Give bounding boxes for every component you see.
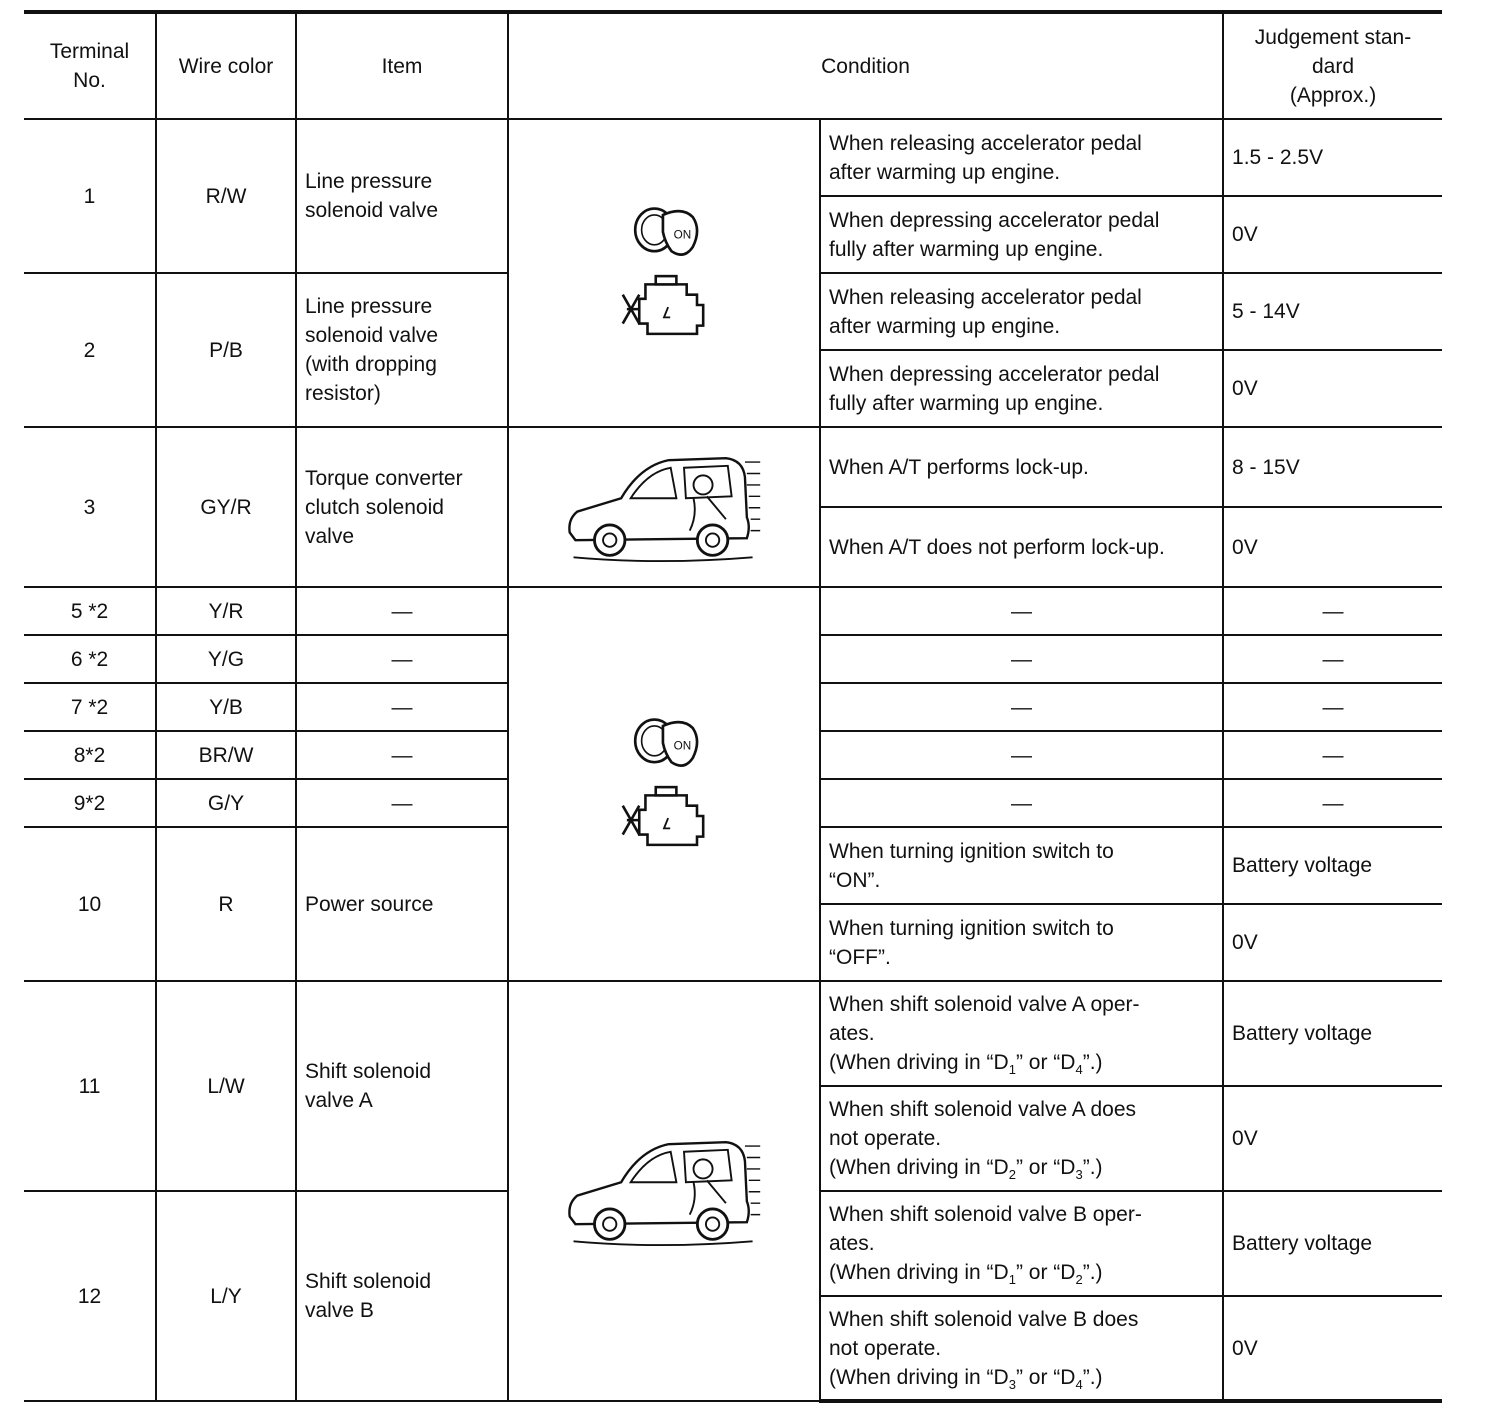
header-item: Item [296,12,508,119]
judgement-value: Battery voltage [1223,1191,1442,1296]
condition-text: When shift solenoid valve A oper- ates. (When driving in “$D_1$” or “$D_4$”.) [820,981,1223,1086]
judgement-value: 5 - 14V [1223,273,1442,350]
driving-range-note: (When driving in “$D_1$” or “$D_2$”.) [829,1261,1103,1288]
judgement-value: Battery voltage [1223,981,1442,1086]
wire-color: BR/W [156,731,296,779]
car-driving-icon [564,1117,764,1257]
judgement-value: 0V [1223,1296,1442,1401]
terminal-table [24,10,1442,1403]
condition-text: When A/T performs lock-up. [820,427,1223,507]
condition-text: When shift solenoid valve A does not operate. (When driving in “$D_2$” or “$D_3$”.) [820,1086,1223,1191]
wire-color: L/Y [156,1191,296,1401]
terminal-no: 12 [24,1191,156,1401]
item-name: Power source [296,827,508,981]
condition-text: — [820,635,1223,683]
judgement-value: — [1223,587,1442,635]
driving-range-note: (When driving in “$D_1$” or “$D_4$”.) [829,1051,1103,1078]
judgement-value: 0V [1223,507,1442,587]
terminal-no: 6 *2 [24,635,156,683]
item-name: Torque converter clutch solenoid valve [296,427,508,587]
condition-text: When depressing accelerator pedal fully after warming up engine. [820,350,1223,427]
engine-running-icon [616,783,712,849]
table-row [24,427,1442,507]
condition-text: — [820,779,1223,827]
condition-icons [508,587,820,981]
item-name: — [296,731,508,779]
wire-color: P/B [156,273,296,427]
header-terminal: Terminal No. [24,12,156,119]
condition-text: When shift solenoid valve B oper- ates. (When driving in “$D_1$” or “$D_2$”.) [820,1191,1223,1296]
judgement-value: — [1223,731,1442,779]
terminal-no: 11 [24,981,156,1191]
driving-range-note: (When driving in “$D_3$” or “$D_4$”.) [829,1365,1103,1392]
car-driving-icon [564,433,764,573]
item-name: Line pressure solenoid valve [296,119,508,273]
condition-text: — [820,683,1223,731]
item-name: Shift solenoid valve A [296,981,508,1191]
wire-color: R/W [156,119,296,273]
terminal-no: 2 [24,273,156,427]
terminal-no: 3 [24,427,156,587]
condition-text: — [820,587,1223,635]
judgement-value: 1.5 - 2.5V [1223,119,1442,196]
item-name: — [296,635,508,683]
condition-text: When turning ignition switch to “ON”. [820,827,1223,904]
wire-color: GY/R [156,427,296,587]
table-row [24,587,1442,635]
item-name: Shift solenoid valve B [296,1191,508,1401]
terminal-no: 7 *2 [24,683,156,731]
condition-text: When A/T does not perform lock-up. [820,507,1223,587]
wire-color: Y/R [156,587,296,635]
wire-color: Y/B [156,683,296,731]
terminal-no: 1 [24,119,156,273]
table-row [24,119,1442,196]
condition-text: When releasing accelerator pedal after warming up engine. [820,119,1223,196]
engine-running-icon [616,272,712,338]
judgement-value: 0V [1223,1086,1442,1191]
header-row [24,12,1442,119]
item-name: — [296,779,508,827]
wire-color: R [156,827,296,981]
judgement-value: 0V [1223,196,1442,273]
driving-range-note: (When driving in “$D_2$” or “$D_3$”.) [829,1156,1103,1183]
terminal-no: 5 *2 [24,587,156,635]
condition-icons [508,427,820,587]
item-name: — [296,683,508,731]
condition-text: When shift solenoid valve B does not operate. (When driving in “$D_3$” or “$D_4$”.) [820,1296,1223,1401]
judgement-value: 0V [1223,350,1442,427]
ignition-key-on-icon [619,711,709,775]
condition-text: When releasing accelerator pedal after warming up engine. [820,273,1223,350]
terminal-no: 9*2 [24,779,156,827]
item-name: Line pressure solenoid valve (with dropping resistor) [296,273,508,427]
condition-text: — [820,731,1223,779]
judgement-value: 8 - 15V [1223,427,1442,507]
judgement-value: — [1223,635,1442,683]
judgement-value: Battery voltage [1223,827,1442,904]
wire-color: L/W [156,981,296,1191]
condition-text: When turning ignition switch to “OFF”. [820,904,1223,981]
table-row [24,981,1442,1086]
header-judgement: Judgement stan- dard (Approx.) [1223,12,1442,119]
ignition-key-on-icon [619,200,709,264]
condition-icons [508,119,820,427]
item-name: — [296,587,508,635]
judgement-value: 0V [1223,904,1442,981]
terminal-no: 10 [24,827,156,981]
wire-color: G/Y [156,779,296,827]
terminal-no: 8*2 [24,731,156,779]
condition-icons [508,981,820,1401]
judgement-value: — [1223,683,1442,731]
header-wire-color: Wire color [156,12,296,119]
condition-text: When depressing accelerator pedal fully after warming up engine. [820,196,1223,273]
wire-color: Y/G [156,635,296,683]
header-condition: Condition [508,12,1223,119]
judgement-value: — [1223,779,1442,827]
